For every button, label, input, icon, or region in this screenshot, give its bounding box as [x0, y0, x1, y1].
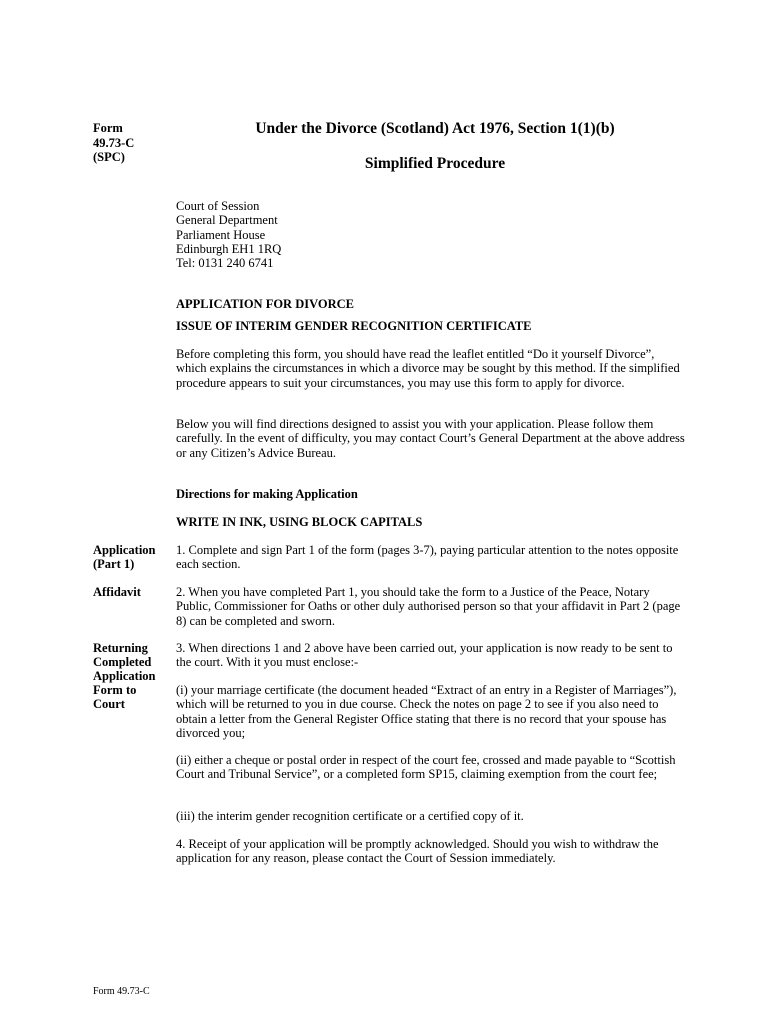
address-line: Tel: 0131 240 6741 [176, 256, 274, 271]
page-footer: Form 49.73-C [93, 986, 150, 997]
document-subtitle: Simplified Procedure [364, 155, 506, 172]
form-id-line: 49.73-C [93, 135, 135, 150]
address-line: Parliament House [176, 227, 266, 242]
side-label-line: Completed [93, 655, 152, 669]
form-id-line: Form [93, 121, 123, 135]
side-label-line: Form to [93, 683, 137, 697]
step-2-text: 2. When you have completed Part 1, you should take the form to a Justice of the Peace, Notary Public, Commissioner for Oaths or other duly authorised person so that your affidavit in Part 2 (page 8) can be completed and sworn. [176, 585, 681, 628]
intro-paragraph: Below you will find directions designed to assist you with your application. Please follow them carefully. In the event of difficulty, you may contact Court’s General Department at the above address or any Citizen’s Advice Bureau. [176, 417, 685, 460]
write-in-ink-instruction: WRITE IN INK, USING BLOCK CAPITALS [176, 515, 423, 529]
directions-heading: Directions for making Application [176, 487, 358, 501]
side-label-line: Court [93, 697, 125, 711]
enclosure-i-text: (i) your marriage certificate (the document headed “Extract of an entry in a Register of Marriages”), which will be returned to you in due course. Check the notes on page 2 to see if you also need to obtain a letter from the General Register Office stating that there is no record that your spouse has divorced you; [176, 683, 677, 740]
step-1-text: 1. Complete and sign Part 1 of the form (pages 3-7), paying particular attention to the notes opposite each section. [176, 543, 679, 572]
side-label-affidavit [93, 585, 173, 599]
address-line: Court of Session [176, 199, 260, 213]
enclosure-iii-text: (iii) the interim gender recognition certificate or a certified copy of it. [176, 809, 524, 823]
side-label-returning [93, 641, 173, 711]
side-label-line: Affidavit [93, 585, 141, 599]
address-line: General Department [176, 213, 278, 228]
side-label-line: Application [93, 669, 156, 683]
document-title: Under the Divorce (Scotland) Act 1976, Section 1(1)(b) [255, 120, 615, 137]
step-3-text: 3. When directions 1 and 2 above have been carried out, your application is now ready to be sent to the court. With it you must enclose:- [176, 641, 673, 670]
side-label-line: Application [93, 543, 156, 557]
form-identifier [93, 121, 134, 165]
step-4-text: 4. Receipt of your application will be promptly acknowledged. Should you wish to withdraw the application for any reason, please contact the Court of Session immediately. [176, 837, 659, 866]
side-label-line: (Part 1) [93, 557, 135, 571]
side-label-line: Returning [93, 641, 148, 655]
address-line: Edinburgh EH1 1RQ [176, 241, 282, 256]
form-id-line: (SPC) [93, 150, 125, 164]
side-label-application [93, 543, 173, 571]
enclosure-ii-text: (ii) either a cheque or postal order in respect of the court fee, crossed and made payable to “Scottish Court and Tribunal Service”, or a completed form SP15, claiming exemption from the court fee; [176, 753, 676, 782]
application-heading: APPLICATION FOR DIVORCE [176, 297, 354, 311]
court-address [176, 199, 281, 270]
certificate-heading: ISSUE OF INTERIM GENDER RECOGNITION CERTIFICATE [176, 319, 532, 333]
intro-paragraph: Before completing this form, you should have read the leaflet entitled “Do it yourself Divorce”, which explains the circumstances in which a divorce may be sought by this method. If the simplified procedure appears to suit your circumstances, you may use this form to apply for divorce. [176, 347, 680, 390]
